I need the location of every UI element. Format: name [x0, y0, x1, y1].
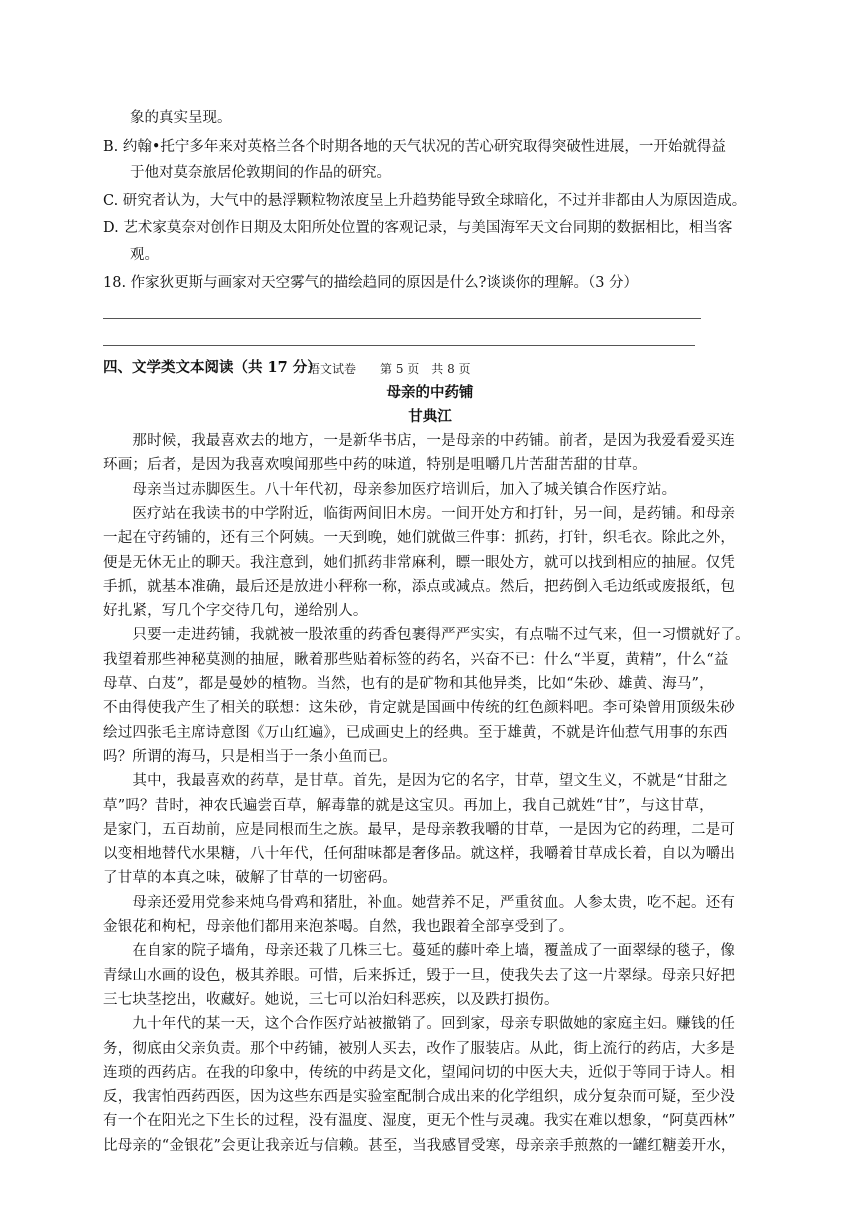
article-line: 母亲还爱用党参来炖乌骨鸡和猪肚，补血。她营养不足，严重贫血。人参太贵，吃不起。还有: [103, 894, 736, 911]
article-line: 金银花和枸杞，母亲他们都用来泡茶喝。自然，我也跟着全部享受到了。: [103, 919, 574, 935]
article-line: 吗？所谓的海马，只是相当于一条小鱼而已。: [103, 748, 397, 765]
article-line: 反，我害怕西药西医，因为这些东西是实验室配制合成出来的化学组织，成分复杂而可疑，至少没: [103, 1089, 736, 1106]
article-line: 比母亲的“金银花”会更让我亲近与信赖。甚至，当我感冒受寒，母亲亲手煎熬的一罐红糖姜开水，: [103, 1137, 736, 1154]
article-line: 连琐的西药店。在我的印象中，传统的中药是文化，望闻问切的中医大夫，近似于等同于诗人。相: [103, 1064, 736, 1081]
article-line: 九十年代的某一天，这个合作医疗站被撤销了。回到家，母亲专职做她的家庭主妇。赚钱的任: [103, 1016, 736, 1033]
option-line: D. 艺术家莫奈对创作日期及太阳所处位置的客观记录，与美国海军天文台同期的数据相比，相当客: [103, 220, 733, 236]
article-line: 母亲当过赤脚医生。八十年代初，母亲参加医疗培训后，加入了城关镇合作医疗站。: [103, 481, 677, 498]
article-line: 绘过四张毛主席诗意图《万山红遍》，已成画史上的经典。至于雄黄，不就是许仙惹气用事的东西: [103, 724, 728, 741]
option-line: C. 研究者认为，大气中的悬浮颗粒物浓度呈上升趋势能导致全球暗化，不过并非都由人为原因造成。: [103, 193, 747, 209]
option-line: 观。: [130, 247, 159, 263]
option-line: 于他对莫奈旅居伦敦期间的作品的研究。: [130, 165, 391, 181]
article-line: 只要一走进药铺，我就被一股浓重的药香包裹得严严实实，有点喘不过气来，但一习惯就好了。: [103, 627, 750, 644]
article-line: 有一个在阳光之下生长的过程，没有温度、湿度，更无个性与灵魂。我实在难以想象，“阿莫西林”: [103, 1113, 736, 1130]
article-line: 草”吗？昔时，神农氏遍尝百草，解毒靠的就是这宝贝。再加上，我自己就姓“甘”，与这甘草，: [103, 797, 714, 814]
article-line: 是家门，五百劫前，应是同根而生之族。最早，是母亲教我嚼的甘草，一是因为它的药理，二是可: [103, 821, 736, 838]
article-author: 甘典江: [408, 408, 452, 425]
option-line: 象的真实呈现。: [130, 110, 232, 126]
article-line: 务，彻底由父亲负责。那个中药铺，被别人买去，改作了服装店。从此，街上流行的药店，大多是: [103, 1040, 736, 1057]
article-line: 环画；后者，是因为我喜欢嗅闻那些中药的味道，特别是咀嚼几片苦甜苦甜的甘草。: [103, 457, 647, 474]
option-line: 18. 作家狄更斯与画家对天空雾气的描绘趋同的原因是什么?谈谈你的理解。（3 分）: [103, 275, 639, 291]
article-line: 青绿山水画的设色，极其养眼。可惜，后来拆迁，毁于一旦，使我失去了这一片翠绿。母亲只好把: [103, 967, 736, 984]
option-line: B. 约翰•托宁多年来对英格兰各个时期各地的天气状况的苦心研究取得突破性进展，一开始就得益: [103, 139, 726, 155]
answer-line-1: [103, 318, 701, 319]
article-line: 我望着那些神秘莫测的抽屉，瞅着那些贴着标签的药名，兴奋不已：什么“半夏，黄精”，什么“益: [103, 651, 729, 668]
article-line: 手抓，就基本准确，最后还是放进小秤称一称，添点或减点。然后，把药倒入毛边纸或废报纸，包: [103, 578, 736, 595]
article-title: 母亲的中药铺: [386, 384, 474, 401]
article-line: 了甘草的本真之味，破解了甘草的一切密码。: [103, 870, 397, 887]
article-line: 一起在守药铺的，还有三个阿姨。一天到晚，她们就做三件事：抓药，打针，织毛衣。除此之外，: [103, 530, 736, 547]
page-footer: 语文试卷 第 5 页 共 8 页: [308, 362, 471, 376]
article-line: 医疗站在我读书的中学附近，临街两间旧木房。一间开处方和打针，另一间，是药铺。和母亲: [103, 505, 736, 522]
article-line: 好扎紧，写几个字交待几句，递给别人。: [103, 603, 368, 620]
article-line: 母草、白芨”，都是曼妙的植物。当然，也有的是矿物和其他异类，比如“朱砂、雄黄、海马”，: [103, 676, 714, 692]
article-line: 在自家的院子墙角，母亲还栽了几株三七。蔓延的藤叶牵上墙，覆盖成了一面翠绿的毯子，像: [103, 943, 736, 960]
article-line: 三七块茎挖出，收藏好。她说，三七可以治妇科恶疾，以及跌打损伤。: [103, 991, 559, 1008]
article-line: 以变相地替代水果糖，八十年代，任何甜味都是奢侈品。就这样，我嚼着甘草成长着，自以为嚼出: [103, 846, 736, 863]
section-heading: 四、文学类文本阅读（共 17 分）: [103, 359, 322, 376]
article-line: 那时候，我最喜欢去的地方，一是新华书店，一是母亲的中药铺。前者，是因为我爱看爱买连: [103, 433, 736, 449]
article-line: 便是无休无止的聊天。我注意到，她们抓药非常麻利，瞟一眼处方，就可以找到相应的抽屉。仅凭: [103, 554, 736, 571]
article-line: 不由得使我产生了相关的联想：这朱砂，肯定就是国画中传统的红色颜料吧。李可染曾用顶级朱砂: [103, 700, 736, 717]
article-line: 其中，我最喜欢的药草，是甘草。首先，是因为它的名字，甘草，望文生义，不就是“甘甜之: [103, 773, 729, 790]
answer-line-2: [103, 345, 695, 346]
